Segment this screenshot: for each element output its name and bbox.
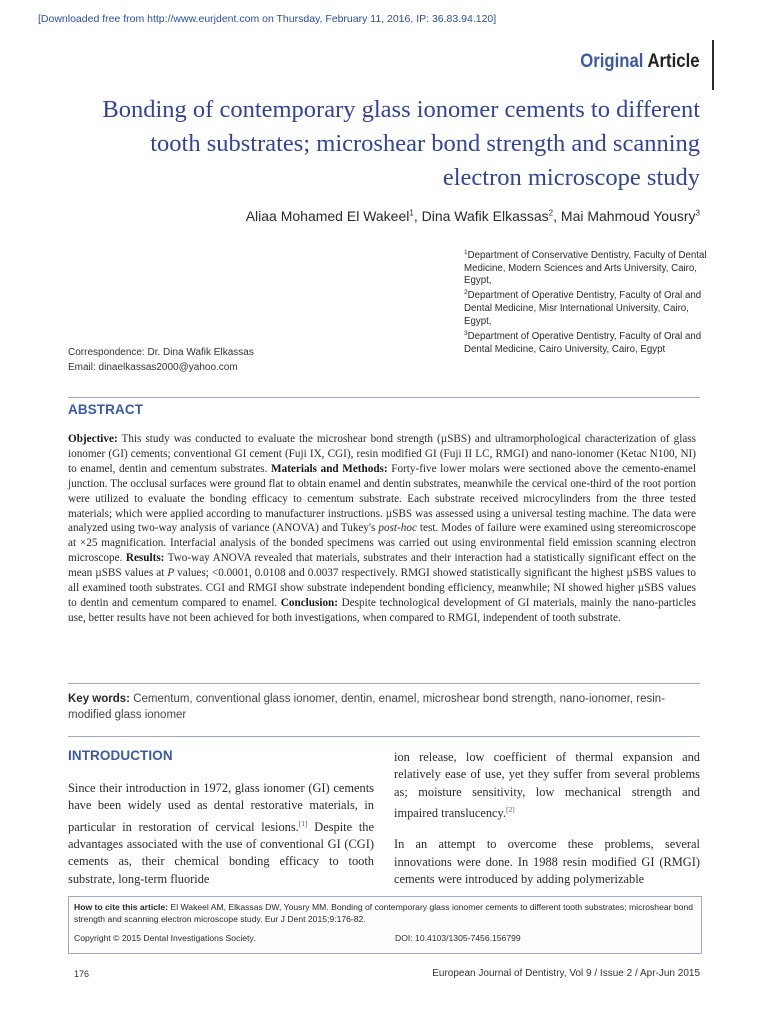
author-separator: , [553,208,561,224]
body-paragraph [394,836,700,888]
copyright: Copyright © 2015 Dental Investigations Society. [74,933,256,943]
citation-label: How to cite this article: [74,902,169,912]
keywords-text: Cementum, conventional glass ionomer, dentin, enamel, microshear bond strength, nano-ionomer, resin-modified glass ionomer [68,693,666,721]
body-text: Since their introduction in 1972, glass ionomer (GI) cements have been widely used as dental restorative materials, in particular in restoration of cervical lesions. [68,781,374,834]
affiliation-text: Department of Operative Dentistry, Faculty of Oral and Dental Medicine, Misr International University, Cairo, Egypt, [464,290,702,327]
section-divider [68,397,700,398]
body-text: In an attempt to overcome these problems, several innovations were done. In 1988 resin modified GI (RMGI) cements were introduced by adding polymerizable [394,837,700,886]
results-text: Two-way ANOVA revealed that materials, substrates and their interaction had a statistically significant effect on the mean µSBS values at [68,552,697,580]
keywords [68,692,696,723]
affiliation-item [464,247,714,287]
abstract-heading: ABSTRACT [68,402,144,417]
body-column-right [394,749,700,902]
abstract-paragraph [68,432,696,626]
author-affil-marker: 2 [548,208,554,218]
author-list [246,208,700,224]
methods-italic: post-hoc [378,522,417,535]
citation-text [74,902,694,925]
affiliation-item [464,328,714,356]
author-name: Mai Mahmoud Yousry [560,208,696,224]
author-name: Dina Wafik Elkassas [421,208,549,224]
body-paragraph [68,780,374,888]
conclusion-text: Despite technological development of GI materials, mainly the nano-particles use, better results have not been achieved for both investigations, when compared to RMGI, independent of tooth substrate. [68,596,696,624]
keywords-label: Key words: [68,693,130,705]
section-divider [68,736,700,737]
introduction-heading: INTRODUCTION [68,748,173,763]
conclusion-label: Conclusion: [280,596,338,609]
badge-word-original: Original [580,51,644,72]
page-number: 176 [74,969,90,979]
body-text: ion release, low coefficient of thermal expansion and relatively ease of use, yet they suffer from several problems as; moisture sensitivity, low mechanical strength and impaired translucency. [394,750,700,821]
article-type-badge [581,51,700,73]
author-name: Aliaa Mohamed El Wakeel [245,208,410,224]
results-label: Results: [125,552,165,565]
body-text: Despite the advantages associated with the use of conventional GI (CGI) cements as, their chemical bonding efficacy to tooth substrate, long-term fluoride [68,819,374,886]
citation-body: El Wakeel AM, Elkassas DW, Yousry MM. Bonding of contemporary glass ionomer cements to different tooth substrates; microshear bond strength and scanning electron microscope study. Eur J Dent 2015;9:176-82. [74,902,694,924]
badge-divider [712,40,714,90]
results-italic: P [167,567,175,580]
results-text-2: values; <0.0001, 0.0108 and 0.0037 respectively. RMGI showed statistically significant the highest µSBS values to all examined tooth substrates. CGI and RMGI show substrate independent bonding efficiency, meanwhile; NI showed higher µSBS values to dentin and cementum compared to enamel. [68,567,696,609]
methods-text: Forty-five lower molars were sectioned above the cemento-enamel junction. The occlusal surfaces were ground flat to obtain enamel and dentin substrates, meanwhile the cervical one-third of the root portion were utilized to evaluate the bonding efficacy to cementum substrate. Each substrate received microcylinders from the three tested materials; which were applied according to manufacturer instructions. µSBS was assessed using a universal testing machine. The data were analyzed using two-way analysis of variance (ANOVA) and Tukey's [68,462,696,535]
badge-word-article: Article [647,51,700,72]
correspondence-email[interactable]: Email: dinaelkassas2000@yahoo.com [68,362,238,373]
doi[interactable]: DOI: 10.4103/1305-7456.156799 [395,933,521,943]
reference-marker[interactable]: [2] [506,804,515,814]
objective-label: Objective: [68,433,118,445]
body-column-left [68,780,374,902]
affiliations [464,247,714,356]
journal-footer: European Journal of Dentistry, Vol 9 / Issue 2 / Apr-Jun 2015 [432,968,700,979]
abstract-body [68,432,696,626]
author-affil-marker: 1 [409,208,414,218]
author-affil-marker: 3 [695,208,700,218]
methods-text-2: test. Modes of failure were examined using stereomicroscope at ×25 magnification. Interfacial analysis of the bonded specimens was carried out using environmental field emission scanning electron microscope. [68,522,697,565]
author-separator: , [413,208,422,224]
section-divider [68,683,700,684]
affiliation-marker: 1 [464,249,468,256]
correspondence-name: Correspondence: Dr. Dina Wafik Elkassas [68,347,254,358]
affiliation-marker: 2 [464,289,468,297]
affiliation-text: Department of Conservative Dentistry, Faculty of Dental Medicine, Modern Sciences and Arts University, Cairo, Egypt, [464,250,707,287]
correspondence [68,345,254,375]
affiliation-marker: 3 [464,329,468,337]
objective-text: This study was conducted to evaluate the microshear bond strength (µSBS) and ultramorphological characterization of glass ionomer (GI) cements; conventional GI cement (Fuji IX, CGI), resin modified GI (Fuji II LC, RMGI) and nano-ionomer (Ketac N100, NI) to enamel, dentin and cementum substrates. [68,433,696,475]
affiliation-item [464,287,714,327]
reference-marker[interactable]: [1] [298,818,308,828]
methods-label: Materials and Methods: [271,462,388,475]
body-paragraph [394,749,700,822]
download-notice: [Downloaded free from http://www.eurjdent.com on Thursday, February 11, 2016, IP: 36.83.94.120] [38,13,497,25]
affiliation-text: Department of Operative Dentistry, Faculty of Oral and Dental Medicine, Cairo University, Cairo, Egypt [464,331,702,355]
article-title: Bonding of contemporary glass ionomer cements to different tooth substrates; microshear bond strength and scanning electron microscope study [102,96,700,191]
